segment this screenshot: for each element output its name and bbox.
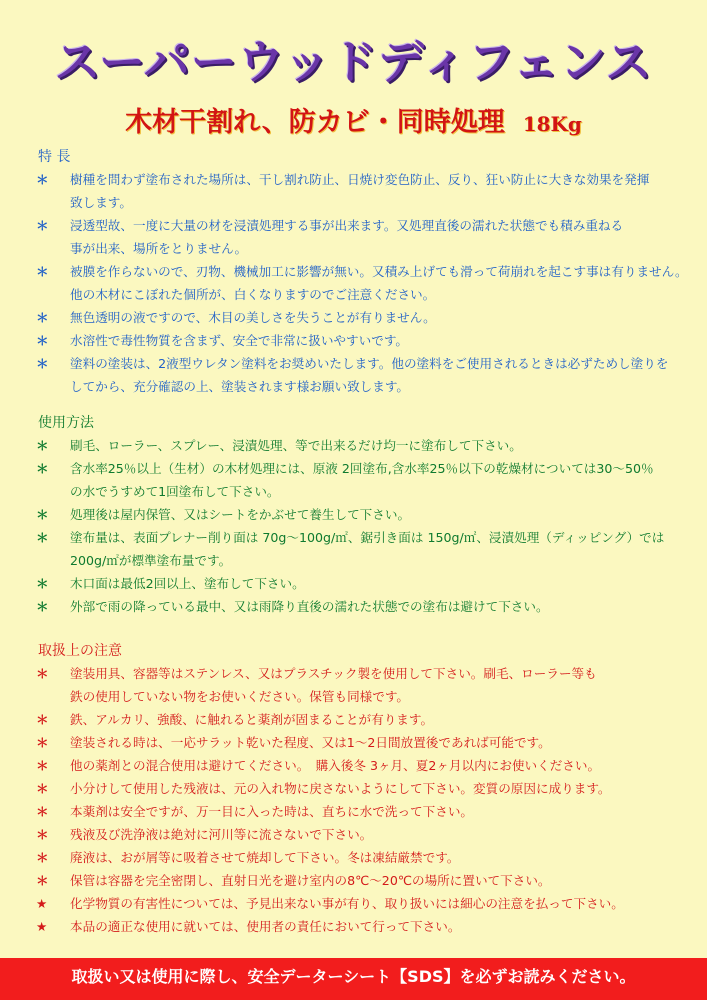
subtitle-text: 木材干割れ、防カビ・同時処理 xyxy=(125,107,505,138)
list-item-line: 残液及び洗浄液は絶対に河川等に流さないで下さい。 xyxy=(70,827,373,842)
features-heading: 特 長 xyxy=(38,149,71,165)
asterisk-bullet-icon: ＊ xyxy=(36,310,49,325)
list-item-line: 小分けして使用した残液は、元の入れ物に戻さないようにして下さい。変質の原因に成ります。 xyxy=(70,781,611,796)
cautions-heading: 取扱上の注意 xyxy=(38,643,122,659)
list-item-text xyxy=(70,503,688,526)
list-item-line: の水でうすめて1回塗布して下さい。 xyxy=(70,484,280,499)
list-item xyxy=(28,434,688,457)
features-list xyxy=(28,168,688,398)
list-item xyxy=(28,754,688,777)
list-item xyxy=(28,260,688,306)
asterisk-bullet-icon: ＊ xyxy=(36,333,49,348)
list-item xyxy=(28,306,688,329)
list-item xyxy=(28,572,688,595)
list-item-text xyxy=(70,754,688,777)
list-item-text xyxy=(70,306,688,329)
product-title: スーパーウッドディフェンス xyxy=(54,35,653,89)
list-item-text xyxy=(70,595,688,618)
list-item-line: 外部で雨の降っている最中、又は雨降り直後の濡れた状態での塗布は避けて下さい。 xyxy=(70,599,549,614)
asterisk-bullet-icon: ＊ xyxy=(36,712,49,727)
list-item-line: 廃液は、おが屑等に吸着させて焼却して下さい。冬は凍結厳禁です。 xyxy=(70,850,460,865)
asterisk-bullet-icon: ＊ xyxy=(36,781,49,796)
list-item-line: 化学物質の有害性については、予見出来ない事が有り、取り扱いには細心の注意を払って下さい。 xyxy=(70,896,624,911)
list-item-text xyxy=(70,708,688,731)
list-item-text xyxy=(70,731,688,754)
list-item-text xyxy=(70,352,688,398)
usage-list xyxy=(28,434,688,618)
list-item-text xyxy=(70,869,688,892)
list-item-text xyxy=(70,662,688,708)
list-item-line: 刷毛、ローラー、スプレー、浸漬処理、等で出来るだけ均一に塗布して下さい。 xyxy=(70,438,522,453)
list-item xyxy=(28,892,688,915)
list-item-line: 鉄、アルカリ、強酸、に触れると薬剤が固まることが有ります。 xyxy=(70,712,434,727)
asterisk-bullet-icon: ＊ xyxy=(36,758,49,773)
list-item-text xyxy=(70,846,688,869)
sds-notice-banner: 取扱い又は使用に際し、安全データーシート【SDS】を必ずお読みください。 xyxy=(0,958,707,1000)
list-item xyxy=(28,915,688,938)
list-item-text xyxy=(70,329,688,352)
list-item xyxy=(28,352,688,398)
features-section xyxy=(28,146,688,398)
list-item-line: 被膜を作らないので、刃物、機械加工に影響が無い。又積み上げても滑って荷崩れを起こす事は有りません。 xyxy=(70,264,688,279)
asterisk-bullet-icon: ＊ xyxy=(36,599,49,614)
list-item xyxy=(28,846,688,869)
asterisk-bullet-icon: ＊ xyxy=(36,576,49,591)
cautions-list xyxy=(28,662,688,938)
list-item-line: 処理後は屋内保管、又はシートをかぶせて養生して下さい。 xyxy=(70,507,411,522)
list-item xyxy=(28,329,688,352)
asterisk-bullet-icon: ＊ xyxy=(36,827,49,842)
list-item-line: 致します。 xyxy=(70,195,132,210)
list-item-text xyxy=(70,777,688,800)
list-item xyxy=(28,823,688,846)
asterisk-bullet-icon: ＊ xyxy=(36,438,49,453)
list-item-line: 事が出来、場所をとりません。 xyxy=(70,241,248,256)
usage-heading: 使用方法 xyxy=(38,415,94,431)
list-item xyxy=(28,731,688,754)
list-item-text xyxy=(70,214,688,260)
asterisk-bullet-icon: ＊ xyxy=(36,218,49,233)
asterisk-bullet-icon: ＊ xyxy=(36,461,49,476)
list-item-text xyxy=(70,260,688,306)
list-item-line: してから、充分確認の上、塗装されます様お願い致します。 xyxy=(70,379,410,394)
list-item xyxy=(28,457,688,503)
list-item-line: 200g/㎡が標準塗布量です。 xyxy=(70,553,232,568)
list-item xyxy=(28,662,688,708)
list-item xyxy=(28,503,688,526)
list-item-line: 無色透明の液ですので、木目の美しさを失うことが有りません。 xyxy=(70,310,436,325)
usage-section xyxy=(28,412,688,618)
asterisk-bullet-icon: ＊ xyxy=(36,873,49,888)
list-item-line: 水溶性で毒性物質を含まず、安全で非常に扱いやすいです。 xyxy=(70,333,409,348)
list-item-text xyxy=(70,800,688,823)
list-item xyxy=(28,214,688,260)
asterisk-bullet-icon: ＊ xyxy=(36,356,49,371)
list-item-text xyxy=(70,823,688,846)
asterisk-bullet-icon: ＊ xyxy=(36,507,49,522)
list-item-line: 他の木材にこぼれた個所が、白くなりますのでご注意ください。 xyxy=(70,287,436,302)
list-item-text xyxy=(70,915,688,938)
list-item xyxy=(28,800,688,823)
list-item-line: 本品の適正な使用に就いては、使用者の責任において行って下さい。 xyxy=(70,919,461,934)
cautions-section xyxy=(28,640,688,938)
list-item xyxy=(28,595,688,618)
list-item-text xyxy=(70,434,688,457)
list-item-line: 塗布量は、表面プレナー削り面は 70g～100g/㎡、鋸引き面は 150g/㎡、浸漬処理（ディッピング）では xyxy=(70,530,665,545)
list-item-line: 他の薬剤との混合使用は避けてください。 購入後冬 3ヶ月、夏2ヶ月以内にお使いください。 xyxy=(70,758,601,773)
list-item-line: 含水率25％以上（生材）の木材処理には、原液 2回塗布,含水率25％以下の乾燥材については30～50％ xyxy=(70,461,654,476)
list-item-line: 樹種を問わず塗布された場所は、干し割れ防止、日焼け変色防止、反り、狂い防止に大きな効果を発揮 xyxy=(70,172,650,187)
list-item xyxy=(28,526,688,572)
asterisk-bullet-icon: ＊ xyxy=(36,530,49,545)
list-item-text xyxy=(70,892,688,915)
asterisk-bullet-icon: ＊ xyxy=(36,850,49,865)
asterisk-bullet-icon: ＊ xyxy=(36,804,49,819)
list-item-line: 鉄の使用していない物をお使いください。保管も同様です。 xyxy=(70,689,410,704)
asterisk-bullet-icon: ＊ xyxy=(36,264,49,279)
product-weight: 18Kg xyxy=(522,112,582,136)
product-subtitle xyxy=(0,100,707,139)
star-bullet-icon: ★ xyxy=(36,896,48,911)
asterisk-bullet-icon: ＊ xyxy=(36,172,49,187)
list-item xyxy=(28,708,688,731)
list-item xyxy=(28,168,688,214)
list-item-line: 塗料の塗装は、2液型ウレタン塗料をお奨めいたします。他の塗料をご使用されるときは必ずためし塗りを xyxy=(70,356,669,371)
list-item-line: 木口面は最低2回以上、塗布して下さい。 xyxy=(70,576,305,591)
list-item-line: 保管は容器を完全密閉し、直射日光を避け室内の8℃～20℃の場所に置いて下さい。 xyxy=(70,873,551,888)
asterisk-bullet-icon: ＊ xyxy=(36,735,49,750)
list-item-line: 本薬剤は安全ですが、万一目に入った時は、直ちに水で洗って下さい。 xyxy=(70,804,473,819)
list-item-line: 塗装される時は、一応サラット乾いた程度、又は1～2日間放置後であれば可能です。 xyxy=(70,735,551,750)
list-item xyxy=(28,869,688,892)
list-item-text xyxy=(70,457,688,503)
list-item-text xyxy=(70,526,688,572)
list-item-text xyxy=(70,572,688,595)
asterisk-bullet-icon: ＊ xyxy=(36,666,49,681)
list-item-text xyxy=(70,168,688,214)
list-item-line: 塗装用具、容器等はステンレス、又はプラスチック製を使用して下さい。刷毛、ローラー等も xyxy=(70,666,597,681)
list-item xyxy=(28,777,688,800)
list-item-line: 浸透型故、一度に大量の材を浸漬処理する事が出来ます。又処理直後の濡れた状態でも積み重ねる xyxy=(70,218,624,233)
star-bullet-icon: ★ xyxy=(36,919,48,934)
